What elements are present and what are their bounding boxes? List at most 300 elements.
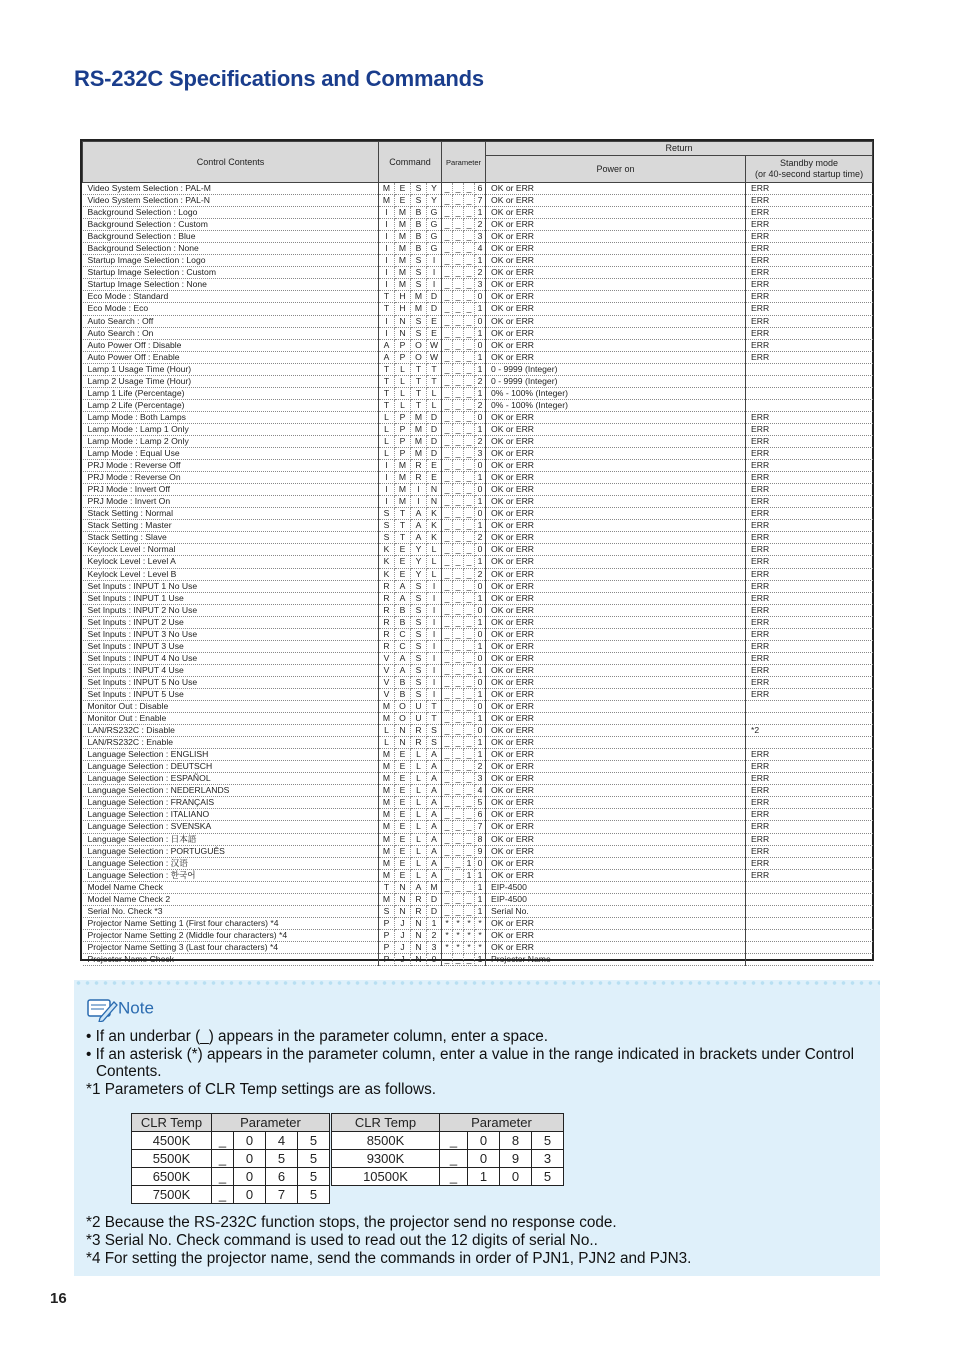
note-footnote-2: *2 Because the RS-232C function stops, the projector send no response code.: [86, 1214, 617, 1231]
standby-return-cell: ERR: [746, 303, 873, 315]
command-char-cell: A: [411, 532, 427, 544]
command-char-cell: N: [411, 929, 427, 941]
parameter-char-cell: _: [442, 881, 453, 893]
parameter-char-cell: _: [453, 857, 464, 869]
parameter-char-cell: _: [442, 773, 453, 785]
parameter-char-cell: _: [453, 893, 464, 905]
clr-temp-cell: 5500K: [132, 1150, 212, 1168]
parameter-char-cell: _: [442, 243, 453, 255]
parameter-char-cell: _: [464, 652, 475, 664]
parameter-char-cell: 7: [475, 821, 486, 833]
standby-return-cell: ERR: [746, 219, 873, 231]
parameter-char-cell: _: [464, 628, 475, 640]
power-on-return-cell: OK or ERR: [486, 628, 746, 640]
parameter-char-cell: _: [442, 544, 453, 556]
parameter-char-cell: 0: [475, 725, 486, 737]
command-char-cell: A: [427, 845, 442, 857]
parameter-char-cell: _: [464, 255, 475, 267]
clr-param-cell: 5: [532, 1132, 564, 1150]
parameter-char-cell: _: [464, 423, 475, 435]
clr-temp-cell: 8500K: [332, 1132, 440, 1150]
table-row: [83, 592, 873, 604]
parameter-char-cell: _: [453, 881, 464, 893]
power-on-return-cell: OK or ERR: [486, 303, 746, 315]
table-row: [83, 339, 873, 351]
standby-return-cell: [746, 941, 873, 953]
command-char-cell: Y: [411, 568, 427, 580]
power-on-return-cell: OK or ERR: [486, 725, 746, 737]
command-char-cell: I: [379, 255, 395, 267]
control-contents-cell: Set Inputs : INPUT 3 No Use: [83, 628, 379, 640]
parameter-char-cell: 2: [475, 399, 486, 411]
standby-return-cell: [746, 387, 873, 399]
command-char-cell: A: [427, 797, 442, 809]
clr-param-cell: _: [212, 1132, 234, 1150]
command-char-cell: I: [427, 592, 442, 604]
command-char-cell: A: [427, 857, 442, 869]
control-contents-cell: Startup Image Selection : Logo: [83, 255, 379, 267]
command-char-cell: I: [379, 484, 395, 496]
power-on-return-cell: OK or ERR: [486, 327, 746, 339]
parameter-char-cell: _: [464, 532, 475, 544]
parameter-char-cell: *: [475, 941, 486, 953]
standby-return-cell: ERR: [746, 749, 873, 761]
command-char-cell: C: [395, 640, 411, 652]
parameter-char-cell: _: [453, 183, 464, 195]
standby-return-cell: ERR: [746, 351, 873, 363]
parameter-char-cell: 2: [475, 435, 486, 447]
parameter-char-cell: _: [453, 472, 464, 484]
parameter-char-cell: _: [464, 448, 475, 460]
parameter-char-cell: _: [453, 195, 464, 207]
standby-return-cell: ERR: [746, 580, 873, 592]
parameter-char-cell: _: [442, 327, 453, 339]
command-table-body: [83, 183, 873, 966]
parameter-char-cell: _: [442, 315, 453, 327]
parameter-char-cell: 0: [475, 411, 486, 423]
clr-param-cell: _: [440, 1150, 468, 1168]
command-char-cell: T: [379, 375, 395, 387]
control-contents-cell: Auto Search : On: [83, 327, 379, 339]
parameter-char-cell: _: [464, 351, 475, 363]
command-char-cell: M: [379, 195, 395, 207]
command-char-cell: V: [379, 664, 395, 676]
control-contents-cell: Projector Name Setting 2 (Middle four characters) *4: [83, 929, 379, 941]
parameter-char-cell: _: [442, 688, 453, 700]
table-row: [83, 616, 873, 628]
clr-param-cell: _: [440, 1132, 468, 1150]
parameter-char-cell: _: [453, 592, 464, 604]
parameter-char-cell: 0: [475, 291, 486, 303]
command-char-cell: A: [427, 833, 442, 845]
parameter-char-cell: 3: [475, 448, 486, 460]
power-on-return-cell: OK or ERR: [486, 869, 746, 881]
parameter-char-cell: 1: [475, 905, 486, 917]
parameter-char-cell: _: [453, 785, 464, 797]
parameter-char-cell: _: [453, 291, 464, 303]
command-char-cell: U: [411, 701, 427, 713]
command-char-cell: B: [395, 604, 411, 616]
command-char-cell: B: [395, 616, 411, 628]
note-title: Note: [118, 998, 154, 1018]
parameter-char-cell: _: [464, 761, 475, 773]
parameter-char-cell: 1: [475, 472, 486, 484]
command-char-cell: E: [395, 809, 411, 821]
command-char-cell: I: [427, 255, 442, 267]
power-on-return-cell: OK or ERR: [486, 183, 746, 195]
table-row: [83, 881, 873, 893]
table-row: [83, 809, 873, 821]
control-contents-cell: Startup Image Selection : Custom: [83, 267, 379, 279]
parameter-char-cell: 3: [475, 231, 486, 243]
command-char-cell: A: [427, 749, 442, 761]
control-contents-cell: Language Selection : 한국어: [83, 869, 379, 881]
command-char-cell: E: [395, 195, 411, 207]
control-contents-cell: Lamp Mode : Lamp 2 Only: [83, 435, 379, 447]
parameter-char-cell: _: [442, 664, 453, 676]
parameter-char-cell: _: [442, 893, 453, 905]
command-char-cell: L: [379, 737, 395, 749]
control-contents-cell: Projector Name Setting 3 (Last four characters) *4: [83, 941, 379, 953]
header-control-contents: Control Contents: [83, 142, 379, 183]
command-char-cell: M: [411, 435, 427, 447]
power-on-return-cell: OK or ERR: [486, 472, 746, 484]
power-on-return-cell: OK or ERR: [486, 797, 746, 809]
clr-param-cell: 5: [298, 1132, 330, 1150]
table-row: [83, 676, 873, 688]
command-char-cell: C: [395, 628, 411, 640]
command-char-cell: 3: [427, 941, 442, 953]
control-contents-cell: Language Selection : ESPAÑOL: [83, 773, 379, 785]
command-char-cell: L: [395, 375, 411, 387]
parameter-char-cell: _: [453, 640, 464, 652]
header-power-on: Power on: [486, 156, 746, 183]
command-char-cell: T: [395, 508, 411, 520]
parameter-char-cell: 1: [475, 688, 486, 700]
command-table: [80, 139, 874, 964]
command-char-cell: M: [379, 785, 395, 797]
parameter-char-cell: _: [442, 676, 453, 688]
command-char-cell: K: [379, 556, 395, 568]
parameter-char-cell: _: [453, 616, 464, 628]
parameter-char-cell: _: [464, 315, 475, 327]
control-contents-cell: Keylock Level : Level A: [83, 556, 379, 568]
parameter-char-cell: _: [442, 363, 453, 375]
power-on-return-cell: OK or ERR: [486, 279, 746, 291]
command-char-cell: M: [379, 821, 395, 833]
parameter-char-cell: _: [442, 195, 453, 207]
parameter-char-cell: _: [442, 845, 453, 857]
standby-return-cell: ERR: [746, 448, 873, 460]
parameter-char-cell: _: [453, 315, 464, 327]
standby-return-cell: ERR: [746, 857, 873, 869]
parameter-char-cell: 5: [475, 797, 486, 809]
clr-row: [132, 1150, 564, 1168]
power-on-return-cell: OK or ERR: [486, 267, 746, 279]
power-on-return-cell: OK or ERR: [486, 568, 746, 580]
parameter-char-cell: 4: [475, 785, 486, 797]
command-char-cell: N: [395, 881, 411, 893]
control-contents-cell: Language Selection : 日本語: [83, 833, 379, 845]
table-row: [83, 435, 873, 447]
control-contents-cell: Language Selection : ENGLISH: [83, 749, 379, 761]
parameter-char-cell: _: [453, 532, 464, 544]
dotted-border: [74, 980, 880, 986]
command-char-cell: A: [411, 508, 427, 520]
parameter-char-cell: 0: [475, 628, 486, 640]
command-char-cell: N: [395, 327, 411, 339]
power-on-return-cell: EIP-4500: [486, 893, 746, 905]
parameter-char-cell: _: [442, 423, 453, 435]
command-char-cell: 2: [427, 929, 442, 941]
command-char-cell: M: [411, 411, 427, 423]
parameter-char-cell: _: [464, 785, 475, 797]
command-char-cell: B: [411, 207, 427, 219]
parameter-char-cell: 0: [475, 460, 486, 472]
parameter-char-cell: _: [464, 604, 475, 616]
table-row: [83, 749, 873, 761]
standby-return-cell: ERR: [746, 592, 873, 604]
clr-header-param-right: Parameter: [440, 1114, 564, 1132]
command-char-cell: S: [427, 725, 442, 737]
command-char-cell: S: [379, 905, 395, 917]
command-char-cell: B: [411, 219, 427, 231]
control-contents-cell: PRJ Mode : Reverse Off: [83, 460, 379, 472]
parameter-char-cell: _: [453, 303, 464, 315]
command-char-cell: I: [427, 688, 442, 700]
parameter-char-cell: _: [442, 255, 453, 267]
command-char-cell: M: [395, 207, 411, 219]
parameter-char-cell: _: [464, 195, 475, 207]
clr-temp-table: [131, 1113, 564, 1204]
parameter-char-cell: _: [464, 688, 475, 700]
command-char-cell: M: [395, 255, 411, 267]
table-row: [83, 544, 873, 556]
command-char-cell: M: [395, 267, 411, 279]
command-char-cell: Y: [411, 556, 427, 568]
table-row: [83, 628, 873, 640]
standby-return-cell: ERR: [746, 484, 873, 496]
power-on-return-cell: OK or ERR: [486, 580, 746, 592]
parameter-char-cell: 7: [475, 195, 486, 207]
control-contents-cell: Monitor Out : Enable: [83, 713, 379, 725]
power-on-return-cell: Projector Name: [486, 954, 746, 966]
standby-return-cell: ERR: [746, 664, 873, 676]
parameter-char-cell: _: [464, 713, 475, 725]
power-on-return-cell: OK or ERR: [486, 857, 746, 869]
table-row: [83, 785, 873, 797]
parameter-char-cell: _: [453, 351, 464, 363]
command-char-cell: S: [411, 183, 427, 195]
parameter-char-cell: _: [453, 568, 464, 580]
parameter-char-cell: _: [464, 267, 475, 279]
command-char-cell: M: [411, 448, 427, 460]
command-char-cell: P: [395, 339, 411, 351]
parameter-char-cell: _: [453, 556, 464, 568]
parameter-char-cell: _: [442, 592, 453, 604]
command-char-cell: E: [395, 761, 411, 773]
power-on-return-cell: OK or ERR: [486, 219, 746, 231]
parameter-char-cell: _: [453, 375, 464, 387]
table-row: [83, 821, 873, 833]
command-char-cell: N: [395, 905, 411, 917]
command-char-cell: A: [395, 580, 411, 592]
control-contents-cell: Video System Selection : PAL-N: [83, 195, 379, 207]
command-char-cell: K: [379, 568, 395, 580]
command-char-cell: E: [395, 833, 411, 845]
clr-param-cell: 5: [298, 1186, 330, 1204]
table-row: [83, 448, 873, 460]
table-row: [83, 255, 873, 267]
parameter-char-cell: _: [464, 411, 475, 423]
command-char-cell: P: [395, 435, 411, 447]
control-contents-cell: Set Inputs : INPUT 5 No Use: [83, 676, 379, 688]
clr-param-cell: 1: [468, 1168, 500, 1186]
command-char-cell: A: [395, 652, 411, 664]
command-char-cell: M: [411, 303, 427, 315]
command-char-cell: L: [379, 448, 395, 460]
parameter-char-cell: _: [442, 809, 453, 821]
parameter-char-cell: _: [464, 664, 475, 676]
command-char-cell: L: [427, 544, 442, 556]
standby-return-cell: ERR: [746, 315, 873, 327]
parameter-char-cell: _: [453, 219, 464, 231]
command-char-cell: Y: [427, 195, 442, 207]
header-standby-line1: Standby mode: [780, 158, 839, 169]
standby-return-cell: ERR: [746, 496, 873, 508]
power-on-return-cell: OK or ERR: [486, 448, 746, 460]
note-bullet-underbar: • If an underbar (_) appears in the parameter column, enter a space.: [86, 1028, 548, 1045]
table-row: [83, 363, 873, 375]
table-row: [83, 207, 873, 219]
command-char-cell: R: [379, 616, 395, 628]
standby-return-cell: [746, 375, 873, 387]
table-row: [83, 797, 873, 809]
parameter-char-cell: 1: [475, 255, 486, 267]
command-char-cell: I: [427, 640, 442, 652]
header-command: Command: [379, 142, 442, 183]
standby-return-cell: [746, 399, 873, 411]
standby-return-cell: ERR: [746, 773, 873, 785]
control-contents-cell: Stack Setting : Slave: [83, 532, 379, 544]
clr-param-cell: 0: [468, 1150, 500, 1168]
parameter-char-cell: _: [442, 484, 453, 496]
parameter-char-cell: _: [442, 797, 453, 809]
clr-param-cell: 0: [468, 1132, 500, 1150]
parameter-char-cell: 1: [475, 869, 486, 881]
parameter-char-cell: 1: [475, 351, 486, 363]
parameter-char-cell: _: [464, 484, 475, 496]
command-char-cell: M: [395, 460, 411, 472]
table-row: [83, 472, 873, 484]
command-char-cell: E: [395, 857, 411, 869]
standby-return-cell: ERR: [746, 423, 873, 435]
command-char-cell: G: [427, 207, 442, 219]
power-on-return-cell: OK or ERR: [486, 761, 746, 773]
parameter-char-cell: _: [453, 496, 464, 508]
command-char-cell: S: [379, 520, 395, 532]
command-char-cell: N: [395, 725, 411, 737]
table-row: [83, 905, 873, 917]
standby-return-cell: ERR: [746, 568, 873, 580]
parameter-char-cell: _: [453, 821, 464, 833]
power-on-return-cell: OK or ERR: [486, 195, 746, 207]
command-char-cell: T: [427, 701, 442, 713]
command-char-cell: I: [379, 315, 395, 327]
command-char-cell: S: [411, 676, 427, 688]
standby-return-cell: *2: [746, 725, 873, 737]
parameter-char-cell: 1: [475, 954, 486, 966]
parameter-char-cell: _: [442, 580, 453, 592]
command-char-cell: W: [427, 351, 442, 363]
command-char-cell: M: [379, 701, 395, 713]
parameter-char-cell: _: [453, 460, 464, 472]
command-char-cell: I: [411, 496, 427, 508]
command-char-cell: Y: [427, 183, 442, 195]
parameter-char-cell: _: [453, 737, 464, 749]
parameter-char-cell: _: [464, 243, 475, 255]
parameter-char-cell: _: [442, 508, 453, 520]
parameter-char-cell: *: [453, 929, 464, 941]
power-on-return-cell: OK or ERR: [486, 520, 746, 532]
control-contents-cell: Lamp 2 Life (Percentage): [83, 399, 379, 411]
control-contents-cell: LAN/RS232C : Enable: [83, 737, 379, 749]
command-char-cell: J: [395, 929, 411, 941]
header-return: Return: [486, 142, 873, 156]
command-char-cell: A: [427, 761, 442, 773]
command-char-cell: E: [395, 785, 411, 797]
parameter-char-cell: 1: [475, 387, 486, 399]
parameter-char-cell: _: [453, 520, 464, 532]
parameter-char-cell: _: [464, 520, 475, 532]
parameter-char-cell: _: [442, 532, 453, 544]
parameter-char-cell: _: [442, 556, 453, 568]
power-on-return-cell: 0% - 100% (Integer): [486, 399, 746, 411]
parameter-char-cell: _: [464, 954, 475, 966]
clr-temp-cell: 10500K: [332, 1168, 440, 1186]
command-char-cell: M: [395, 231, 411, 243]
power-on-return-cell: OK or ERR: [486, 664, 746, 676]
command-char-cell: O: [411, 339, 427, 351]
parameter-char-cell: _: [453, 363, 464, 375]
parameter-char-cell: _: [442, 568, 453, 580]
parameter-char-cell: _: [464, 303, 475, 315]
parameter-char-cell: 1: [475, 423, 486, 435]
command-char-cell: D: [427, 423, 442, 435]
command-char-cell: S: [379, 508, 395, 520]
table-row: [83, 580, 873, 592]
parameter-char-cell: 1: [475, 520, 486, 532]
parameter-char-cell: _: [464, 291, 475, 303]
parameter-char-cell: _: [442, 339, 453, 351]
control-contents-cell: Projector Name Setting 1 (First four characters) *4: [83, 917, 379, 929]
table-row: [83, 640, 873, 652]
control-contents-cell: Set Inputs : INPUT 3 Use: [83, 640, 379, 652]
command-char-cell: S: [379, 532, 395, 544]
parameter-char-cell: _: [442, 279, 453, 291]
command-char-cell: L: [395, 399, 411, 411]
command-char-cell: T: [411, 387, 427, 399]
table-row: [83, 243, 873, 255]
parameter-char-cell: 1: [475, 207, 486, 219]
parameter-char-cell: _: [453, 267, 464, 279]
parameter-char-cell: 0: [475, 484, 486, 496]
power-on-return-cell: OK or ERR: [486, 929, 746, 941]
parameter-char-cell: _: [464, 279, 475, 291]
parameter-char-cell: _: [464, 881, 475, 893]
command-char-cell: O: [395, 713, 411, 725]
clr-header-temp-left: CLR Temp: [132, 1114, 212, 1132]
